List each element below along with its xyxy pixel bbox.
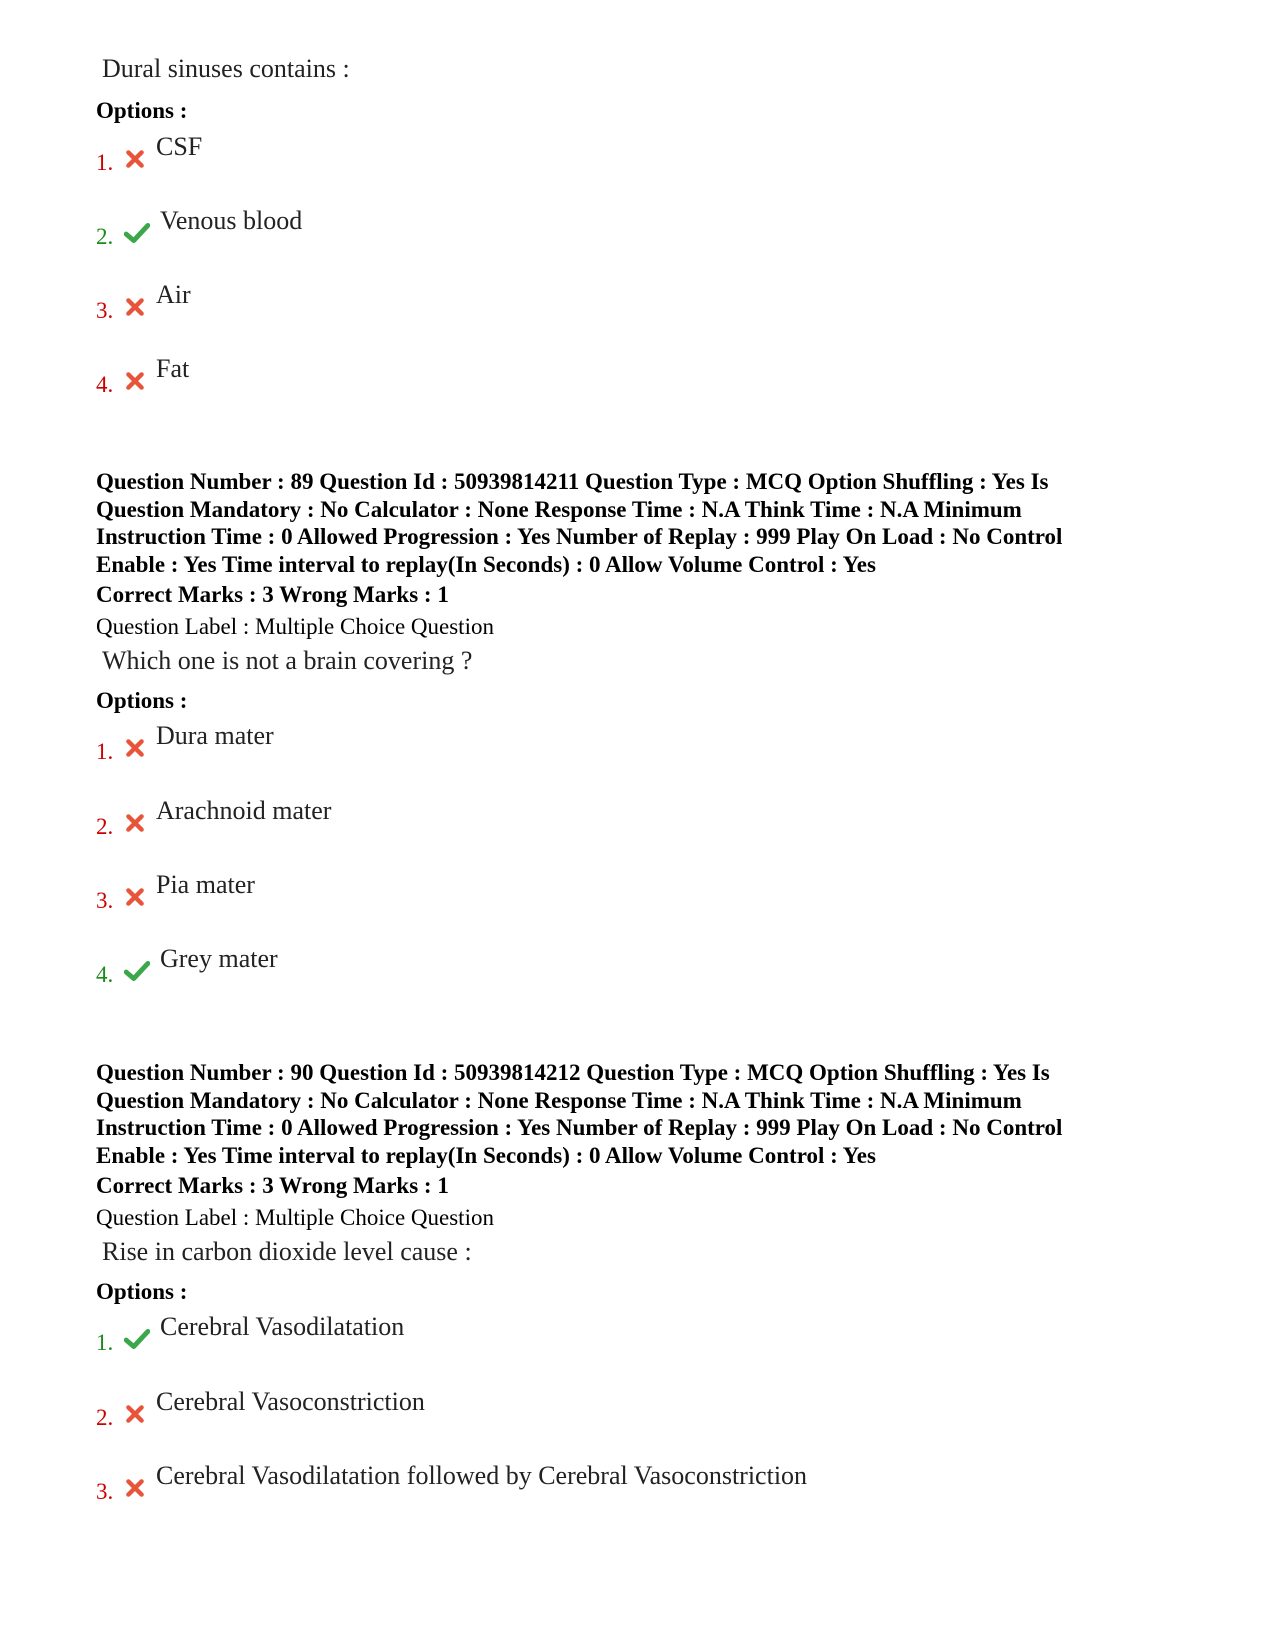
options-heading: Options : [96, 98, 188, 123]
option-text: Dura mater [156, 721, 274, 750]
option-text: Grey mater [160, 944, 278, 973]
check-icon [124, 222, 150, 244]
option-number: 3. [96, 1479, 114, 1504]
option-number: 2. [96, 1405, 114, 1430]
option-number: 4. [96, 962, 114, 987]
option-number: 1. [96, 1330, 114, 1355]
cross-icon [124, 737, 146, 759]
option-text: Cerebral Vasoconstriction [156, 1387, 425, 1416]
option-text: Pia mater [156, 870, 255, 899]
cross-icon [124, 370, 146, 392]
option-number: 1. [96, 739, 114, 764]
option-number: 1. [96, 150, 114, 175]
question-text: Dural sinuses contains : [102, 54, 350, 83]
question-meta [96, 468, 1062, 578]
option-text: Cerebral Vasodilatation followed by Cerebral Vasoconstriction [156, 1461, 808, 1490]
cross-icon [124, 886, 146, 908]
marks-line: Correct Marks : 3 Wrong Marks : 1 [96, 1173, 449, 1198]
option-text: Air [156, 280, 191, 309]
option-item [96, 723, 274, 763]
cross-icon [124, 812, 146, 834]
option-item [96, 282, 191, 322]
meta-line: Question Number : 90 Question Id : 50939814212 Question Type : MCQ Option Shuffling : Yes Is [96, 1060, 1050, 1085]
option-item [96, 872, 255, 912]
option-item [96, 1463, 807, 1503]
options-heading: Options : [96, 1279, 188, 1304]
option-text: Venous blood [160, 206, 303, 235]
meta-line: Instruction Time : 0 Allowed Progression : Yes Number of Replay : 999 Play On Load : No Control [96, 1115, 1063, 1140]
cross-icon [124, 1477, 146, 1499]
options-heading: Options : [96, 688, 188, 713]
option-number: 3. [96, 888, 114, 913]
meta-line: Enable : Yes Time interval to replay(In Seconds) : 0 Allow Volume Control : Yes [96, 551, 876, 577]
option-item [96, 356, 189, 396]
option-item [96, 798, 331, 838]
option-number: 2. [96, 814, 114, 839]
option-number: 3. [96, 298, 114, 323]
check-icon [124, 960, 150, 982]
option-number: 2. [96, 224, 114, 249]
meta-line: Question Mandatory : No Calculator : None Response Time : N.A Think Time : N.A Minimum [96, 496, 1022, 522]
option-text: Arachnoid mater [156, 796, 332, 825]
option-item [96, 208, 302, 248]
question-label: Question Label : Multiple Choice Question [96, 614, 494, 639]
question-label: Question Label : Multiple Choice Question [96, 1205, 494, 1230]
option-item [96, 1314, 404, 1354]
option-text: CSF [156, 132, 203, 161]
option-item [96, 946, 278, 986]
cross-icon [124, 148, 146, 170]
meta-line: Enable : Yes Time interval to replay(In Seconds) : 0 Allow Volume Control : Yes [96, 1142, 876, 1168]
cross-icon [124, 1403, 146, 1425]
question-meta [96, 1059, 1062, 1169]
check-icon [124, 1328, 150, 1350]
question-text: Rise in carbon dioxide level cause : [102, 1237, 472, 1266]
meta-line: Question Mandatory : No Calculator : None Response Time : N.A Think Time : N.A Minimum [96, 1087, 1022, 1113]
meta-line: Question Number : 89 Question Id : 50939814211 Question Type : MCQ Option Shuffling : Yes Is [96, 469, 1049, 494]
cross-icon [124, 296, 146, 318]
option-text: Cerebral Vasodilatation [160, 1312, 405, 1341]
option-number: 4. [96, 372, 114, 397]
meta-line: Instruction Time : 0 Allowed Progression : Yes Number of Replay : 999 Play On Load : No Control [96, 524, 1063, 549]
option-item [96, 134, 202, 174]
option-item [96, 1389, 425, 1429]
option-text: Fat [156, 354, 190, 383]
question-text: Which one is not a brain covering ? [102, 646, 473, 675]
marks-line: Correct Marks : 3 Wrong Marks : 1 [96, 582, 449, 607]
